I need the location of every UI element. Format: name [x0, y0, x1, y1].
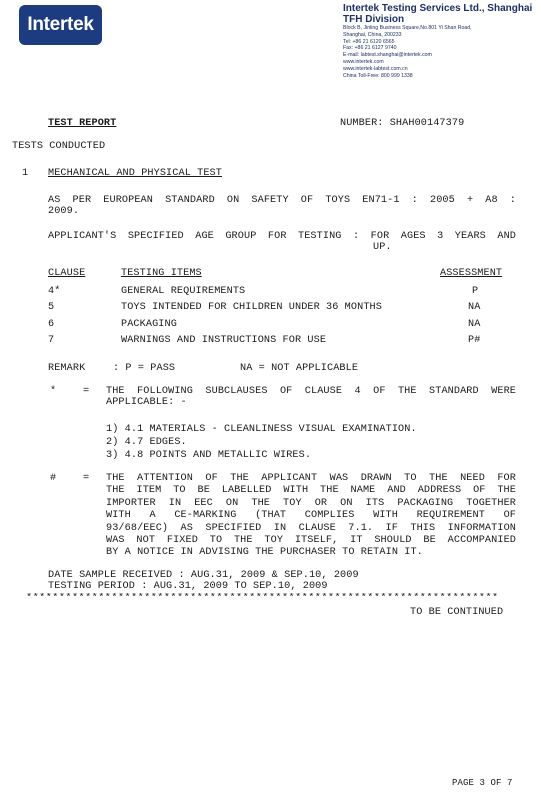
hash-line: IMPORTER IN EEC ON THE TOY OR ON ITS PACKAGING TOGETHER — [106, 497, 516, 509]
tollfree-line: China Toll-Free: 800 999 1338 — [343, 72, 413, 79]
report-title: TEST REPORT — [48, 118, 117, 129]
list-item: 3) 4.8 POINTS AND METALLIC WIRES. — [106, 450, 312, 461]
hash-line: BY A NOTICE IN ADVISING THE PURCHASER TO RETAIN IT. — [106, 547, 423, 559]
company-division: TFH Division — [343, 14, 405, 25]
cell-item: TOYS INTENDED FOR CHILDREN UNDER 36 MONTHS — [121, 302, 382, 313]
age-group-statement — [48, 231, 516, 253]
to-be-continued: TO BE CONTINUED — [410, 607, 504, 618]
cell-item: GENERAL REQUIREMENTS — [121, 286, 246, 297]
hash-line: 93/68/EEC) AS SPECIFIED IN CLAUSE 7.1. IF THIS INFORMATION — [106, 522, 516, 534]
cell-assessment: NA — [468, 319, 481, 330]
website-line: www.intertek.com — [343, 58, 384, 65]
cell-clause: 5 — [48, 302, 55, 313]
hash-symbol: # — [50, 473, 57, 484]
separator-line: ************************************************************************ — [26, 593, 499, 604]
cell-assessment: NA — [468, 302, 481, 313]
standard-statement — [48, 195, 516, 217]
address-line: Shanghai, China, 200233 — [343, 31, 402, 38]
testing-period: TESTING PERIOD : AUG.31, 2009 TO SEP.10, 2009 — [48, 581, 328, 592]
cell-clause: 6 — [48, 319, 55, 330]
star-equals: = — [83, 386, 90, 397]
report-number-value: SHAH00147379 — [389, 118, 465, 129]
list-item: 1) 4.1 MATERIALS - CLEANLINESS VISUAL EXAMINATION. — [106, 424, 417, 435]
remark-label: REMARK — [48, 363, 86, 374]
cell-assessment: P# — [468, 335, 481, 346]
hash-line: THE ITEM TO BE LABELLED WITH THE NAME AND ADDRESS OF THE — [106, 485, 516, 497]
col-header-item: TESTING ITEMS — [121, 268, 202, 279]
website-line: www.intertek-labtest.com.cn — [343, 65, 408, 72]
company-header — [343, 3, 532, 79]
col-header-clause: CLAUSE — [48, 268, 86, 279]
star-line: APPLICABLE: - — [106, 397, 187, 408]
section-index: 1 — [22, 168, 29, 179]
remark-pass: : P = PASS — [113, 363, 176, 374]
company-name: Intertek Testing Services Ltd., Shanghai — [343, 3, 533, 14]
hash-line: THE ATTENTION OF THE APPLICANT WAS DRAWN TO THE NEED FOR — [106, 473, 516, 484]
address-line: Block B, Jinling Business Square,No.801 Yi Shan Road, — [343, 25, 472, 31]
age-line: UP. — [373, 242, 392, 253]
star-line: THE FOLLOWING SUBCLAUSES OF CLAUSE 4 OF THE STANDARD WERE — [106, 386, 516, 397]
date-received: DATE SAMPLE RECEIVED : AUG.31, 2009 & SEP.10, 2009 — [48, 570, 359, 581]
hash-line: WITH A CE-MARKING (THAT COMPLIES WITH REQUIREMENT OF — [106, 510, 516, 522]
hash-equals: = — [83, 473, 90, 484]
list-item: 2) 4.7 EDGES. — [106, 437, 187, 448]
star-symbol: * — [50, 386, 57, 397]
email-line: E-mail: labtest.shanghai@intertek.com — [343, 52, 432, 59]
standard-line: AS PER EUROPEAN STANDARD ON SAFETY OF TOYS EN71-1 : 2005 + A8 : — [48, 195, 516, 206]
hash-line: WAS NOT FIXED TO THE TOY ITSELF, IT SHOULD BE ACCOMPANIED — [106, 535, 516, 547]
report-number-label: NUMBER: — [340, 118, 384, 129]
age-line: APPLICANT'S SPECIFIED AGE GROUP FOR TESTING : FOR AGES 3 YEARS AND — [48, 231, 516, 242]
hash-note — [106, 473, 516, 560]
col-header-assessment: ASSESSMENT — [440, 268, 503, 279]
cell-assessment: P — [472, 286, 479, 297]
report-number — [340, 118, 464, 129]
subclause-list — [106, 423, 516, 462]
cell-clause: 7 — [48, 335, 55, 346]
cell-item: WARNINGS AND INSTRUCTIONS FOR USE — [121, 335, 327, 346]
cell-item: PACKAGING — [121, 319, 177, 330]
section-heading: MECHANICAL AND PHYSICAL TEST — [48, 168, 222, 179]
logo-text: Intertek — [27, 14, 94, 35]
intertek-logo — [19, 5, 102, 45]
tests-conducted: TESTS CONDUCTED — [12, 141, 106, 152]
page-number: PAGE 3 OF 7 — [452, 778, 513, 788]
standard-line: 2009. — [48, 206, 80, 217]
fax-line: Fax: +86 21 6127 9740 — [343, 45, 397, 52]
phone-line: Tel: +86 21 6120 6565 — [343, 38, 395, 45]
cell-clause: 4* — [48, 286, 61, 297]
remark-na: NA = NOT APPLICABLE — [240, 363, 359, 374]
star-note — [106, 386, 516, 408]
